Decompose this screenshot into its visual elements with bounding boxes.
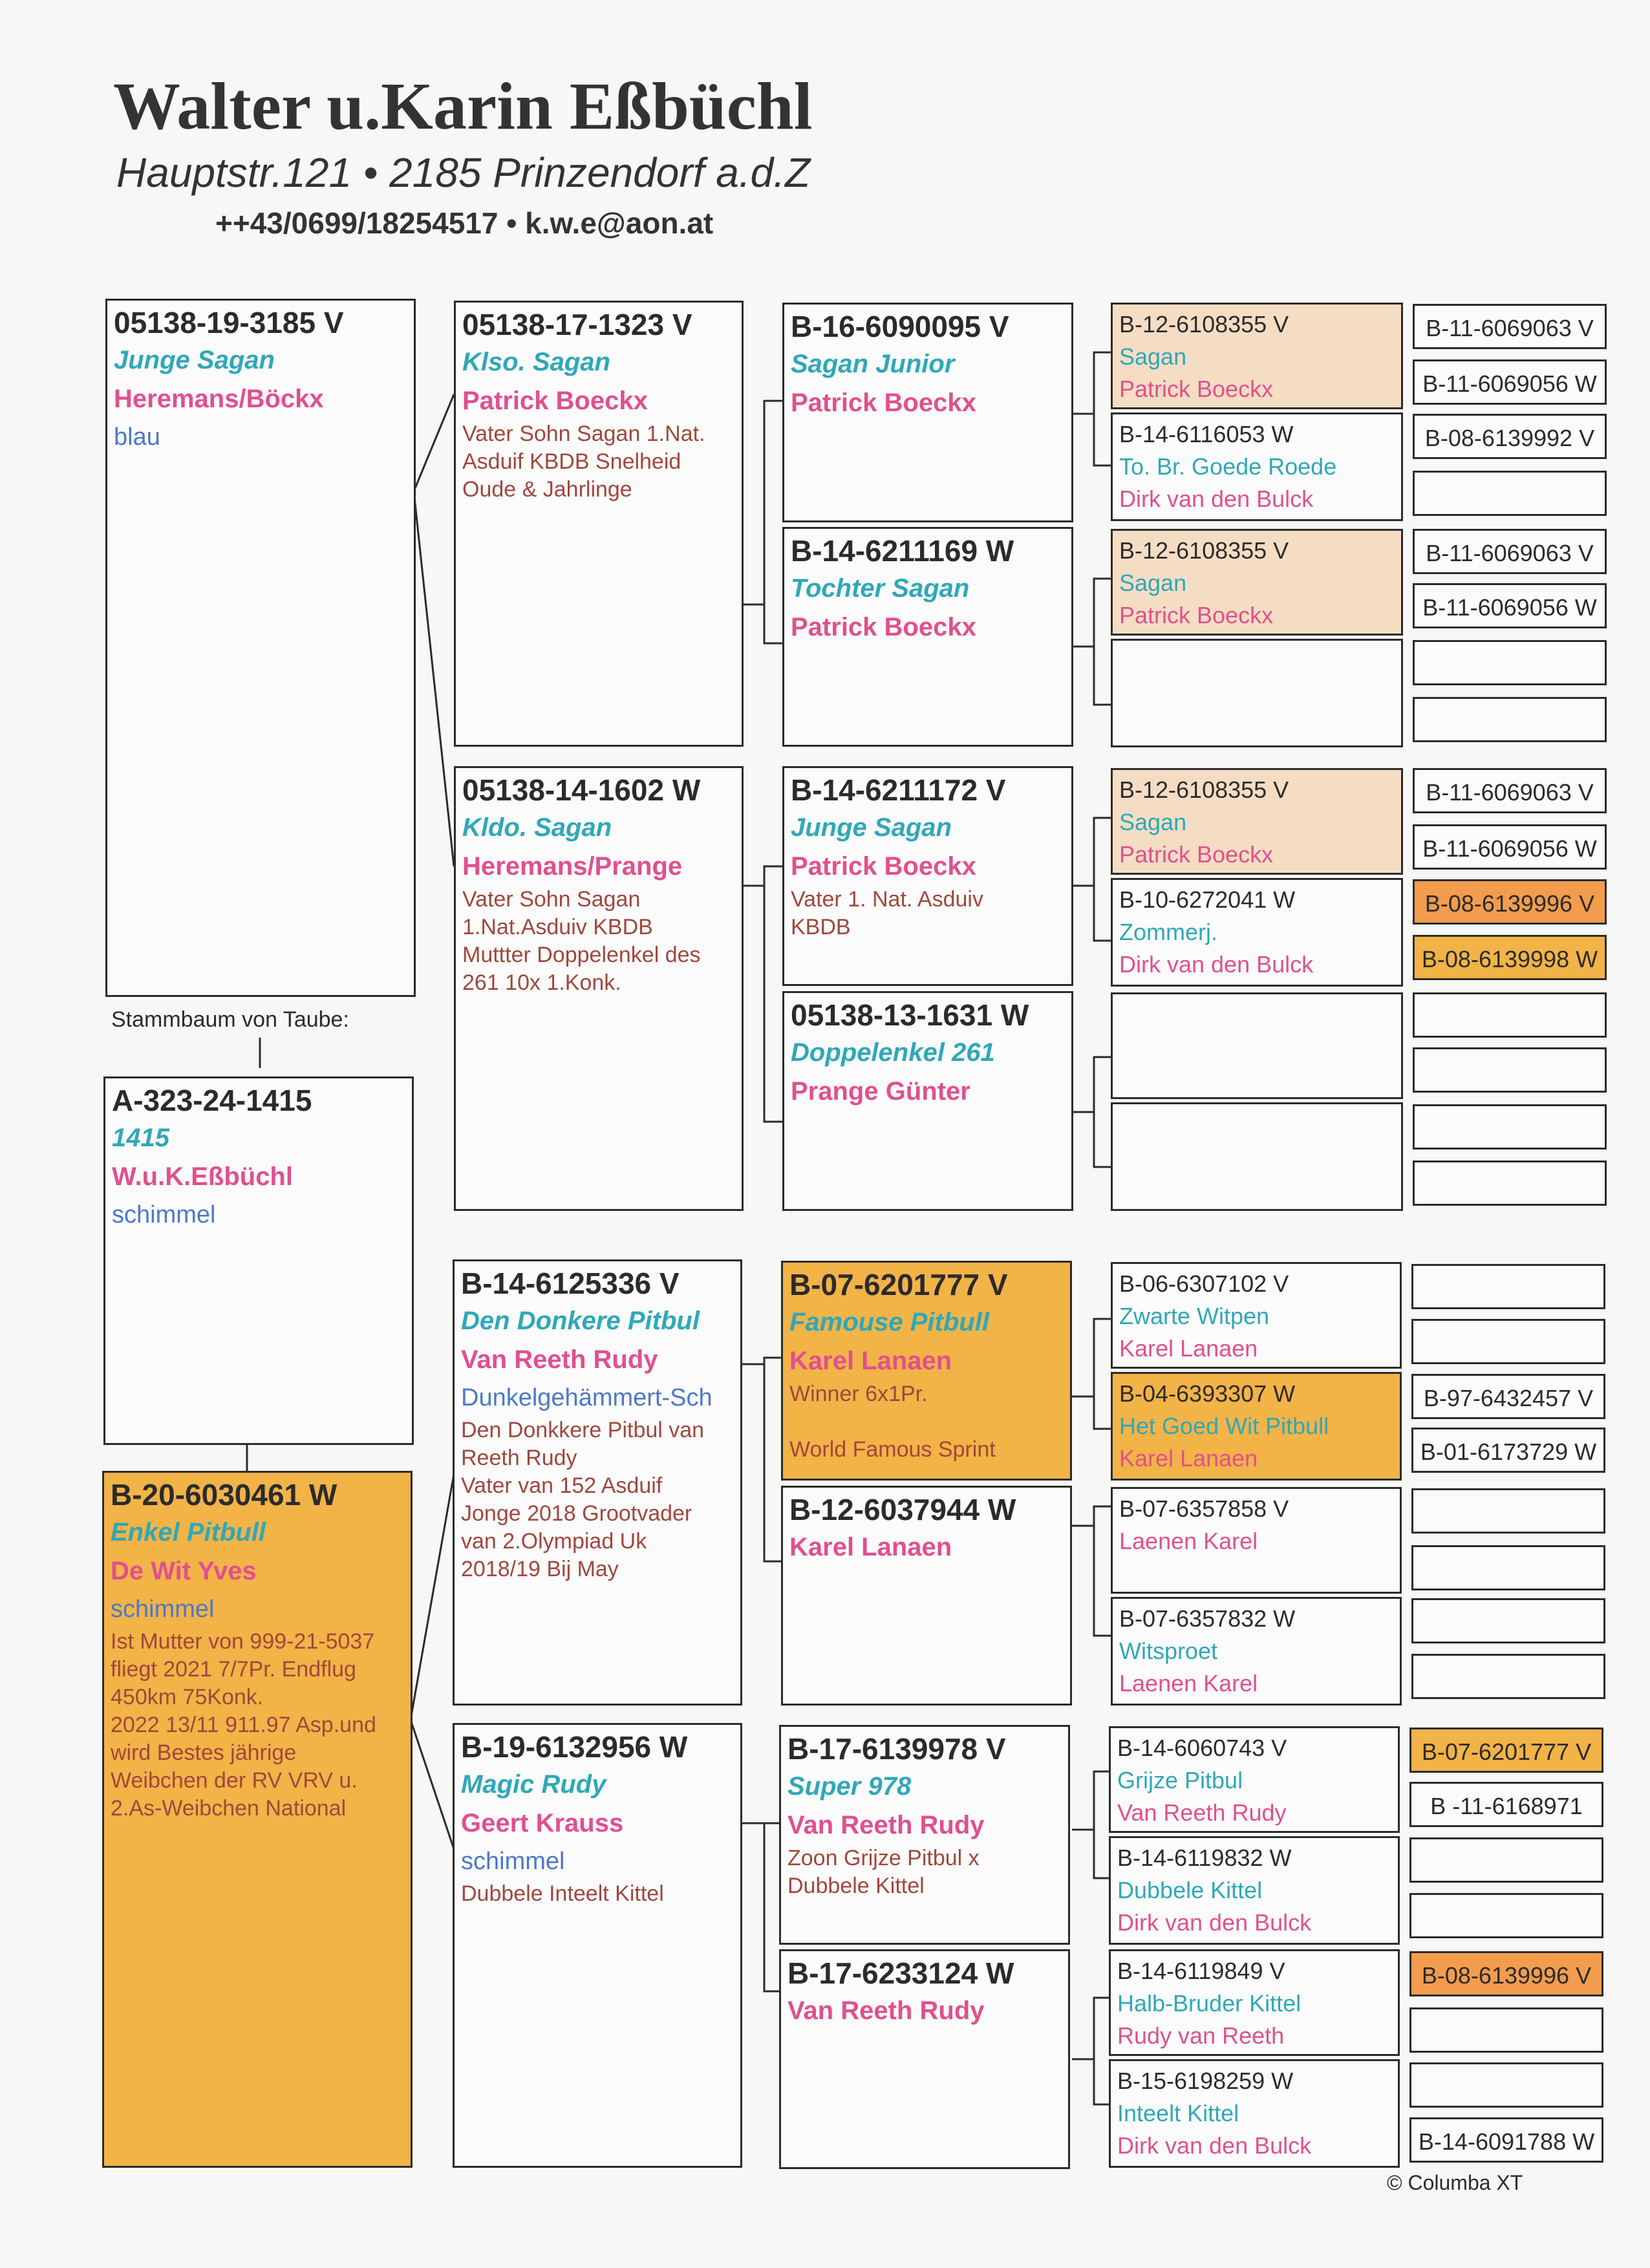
- gen5-cell-8[interactable]: [1413, 697, 1607, 742]
- gen5-cell-20[interactable]: B-01-6173729 W: [1411, 1428, 1605, 1473]
- gen3-card-4[interactable]: [782, 991, 1073, 1211]
- gen3-card-6[interactable]: [781, 1486, 1072, 1706]
- breeder: Patrick Boeckx: [791, 852, 976, 881]
- breeder: Dirk van den Bulck: [1119, 951, 1314, 978]
- breeder: Patrick Boeckx: [791, 613, 976, 641]
- gen5-cell-7[interactable]: [1413, 640, 1607, 685]
- gen4-card-1[interactable]: [1111, 303, 1403, 409]
- ring-number: 05138-17-1323 V: [462, 308, 692, 341]
- gen4-card-4[interactable]: [1111, 639, 1403, 747]
- breeder: Patrick Boeckx: [1119, 602, 1274, 628]
- gen4-card-2[interactable]: [1111, 412, 1403, 521]
- plumage-color: schimmel: [461, 1848, 565, 1875]
- breeder: Van Reeth Rudy: [1117, 1799, 1287, 1826]
- pigeon-note: Den Donkkere Pitbul van Reeth Rudy Vater van 152 Asduif Jonge 2018 Grootvader van 2.Olympiad Uk 2018/19 Bij May: [461, 1418, 705, 1581]
- gen3-card-5[interactable]: [781, 1261, 1072, 1481]
- gen5-cell-9[interactable]: B-11-6069063 V: [1413, 768, 1607, 813]
- ring-number: B-19-6132956 W: [461, 1730, 688, 1764]
- gen5-cell-13[interactable]: [1413, 992, 1607, 1038]
- gen4-card-15[interactable]: [1109, 1949, 1400, 2056]
- ring-number: B-14-6211169 W: [791, 534, 1014, 568]
- breeder: Dirk van den Bulck: [1119, 486, 1314, 512]
- dam-card[interactable]: [102, 1471, 412, 2168]
- breeder: Karel Lanaen: [1119, 1445, 1258, 1471]
- gen5-cell-31[interactable]: [1409, 2062, 1603, 2108]
- gen5-cell-23[interactable]: [1411, 1598, 1605, 1643]
- gen5-cell-29[interactable]: B-08-6139996 V: [1409, 1951, 1603, 1996]
- gen5-cell-14[interactable]: [1413, 1047, 1607, 1093]
- pigeon-name: Tochter Sagan: [791, 574, 970, 603]
- gen5-cell-18[interactable]: [1411, 1319, 1605, 1364]
- ring-number: A-323-24-1415: [112, 1084, 312, 1117]
- pigeon-name: Inteelt Kittel: [1117, 2100, 1239, 2126]
- ring-number: 05138-19-3185 V: [114, 306, 344, 339]
- pigeon-name: Kldo. Sagan: [462, 813, 612, 842]
- ring-number: B-14-6119849 V: [1117, 1958, 1285, 1984]
- gen4-card-9[interactable]: [1111, 1262, 1402, 1369]
- ring-number: B-17-6233124 W: [788, 1956, 1014, 1990]
- breeder: Patrick Boeckx: [1119, 841, 1274, 868]
- breeder: Patrick Boeckx: [791, 389, 976, 417]
- breeder: Geert Krauss: [461, 1809, 624, 1837]
- pigeon-name: Zommerj.: [1119, 919, 1217, 945]
- plumage-color: schimmel: [112, 1201, 216, 1228]
- breeder: Karel Lanaen: [1119, 1335, 1258, 1362]
- breeder: Van Reeth Rudy: [788, 1996, 985, 2025]
- breeder: Dirk van den Bulck: [1117, 2132, 1312, 2159]
- pigeon-name: Witsproet: [1119, 1638, 1218, 1664]
- pigeon-name: 1415: [112, 1124, 169, 1152]
- breeder: Van Reeth Rudy: [461, 1345, 658, 1374]
- plumage-color: blau: [114, 423, 160, 451]
- ring-number: B-14-6211172 V: [791, 773, 1006, 807]
- sire-card[interactable]: [105, 299, 416, 997]
- gen5-cell-32[interactable]: B-14-6091788 W: [1409, 2117, 1603, 2163]
- gen3-card-8[interactable]: [779, 1949, 1070, 2169]
- pigeon-name: Junge Sagan: [791, 813, 952, 842]
- breeder-contact: ++43/0699/18254517 • k.w.e@aon.at: [215, 206, 714, 240]
- ring-number: B-06-6307102 V: [1119, 1270, 1289, 1297]
- plumage-color: schimmel: [111, 1596, 215, 1623]
- ring-number: B-14-6119832 W: [1117, 1845, 1292, 1871]
- breeder: Dirk van den Bulck: [1117, 1909, 1312, 1936]
- gen5-cell-4[interactable]: [1413, 471, 1607, 516]
- pigeon-name: Sagan: [1119, 570, 1187, 596]
- ring-number: B-07-6357858 V: [1119, 1495, 1289, 1522]
- ring-number: B-12-6108355 V: [1119, 776, 1289, 803]
- gen5-cell-21[interactable]: [1411, 1488, 1605, 1534]
- ring-number: B-07-6357832 W: [1119, 1605, 1296, 1632]
- gen5-cell-10[interactable]: B-11-6069056 W: [1413, 824, 1607, 870]
- gen4-card-11[interactable]: [1111, 1487, 1402, 1594]
- gen4-card-8[interactable]: [1111, 1102, 1403, 1211]
- pigeon-name: Grijze Pitbul: [1117, 1767, 1243, 1793]
- pigeon-note: Dubbele Inteelt Kittel: [461, 1881, 664, 1906]
- ring-number: B-12-6108355 V: [1119, 537, 1289, 564]
- gen5-cell-12[interactable]: B-08-6139998 W: [1413, 935, 1607, 980]
- gen5-cell-30[interactable]: [1409, 2007, 1603, 2053]
- pigeon-note: Zoon Grijze Pitbul x Dubbele Kittel: [788, 1846, 980, 1898]
- pigeon-note: Vater Sohn Sagan 1.Nat.Asduiv KBDB Muttter Doppelenkel des 261 10x 1.Konk.: [462, 887, 701, 995]
- pigeon-name: Sagan: [1119, 809, 1187, 835]
- copyright-label: © Columba XT: [1387, 2171, 1523, 2194]
- gen5-cell-3[interactable]: B-08-6139992 V: [1413, 414, 1607, 459]
- pigeon-name: Magic Rudy: [461, 1770, 606, 1799]
- pigeon-note: Winner 6x1Pr. World Famous Sprint: [789, 1382, 996, 1462]
- pigeon-name: Junge Sagan: [114, 346, 275, 374]
- ring-number: B-04-6393307 W: [1119, 1380, 1296, 1407]
- ring-number: B-16-6090095 V: [791, 310, 1009, 343]
- ring-number: B-12-6108355 V: [1119, 311, 1289, 337]
- gen3-card-1[interactable]: [782, 303, 1073, 522]
- pigeon-note: Ist Mutter von 999-21-5037 fliegt 2021 7/7Pr. Endflug 450km 75Konk. 2022 13/11 911.97 Asp.und wird Bestes jährige Weibchen der RV VRV u. 2.As-Weibchen National: [111, 1629, 376, 1821]
- breeder: Laenen Karel: [1119, 1528, 1258, 1554]
- dam-dam-card[interactable]: [453, 1723, 742, 2168]
- gen5-cell-11[interactable]: B-08-6139996 V: [1413, 879, 1607, 925]
- breeder-address: Hauptstr.121 • 2185 Prinzendorf a.d.Z: [116, 149, 811, 196]
- breeder: Heremans/Böckx: [114, 385, 324, 413]
- gen4-card-10[interactable]: [1111, 1372, 1402, 1481]
- gen5-cell-15[interactable]: [1413, 1104, 1607, 1150]
- ring-number: B-20-6030461 W: [111, 1478, 338, 1512]
- ring-number: B-07-6201777 V: [789, 1268, 1008, 1301]
- gen4-card-3[interactable]: [1111, 529, 1403, 636]
- pigeon-name: Super 978: [788, 1772, 912, 1801]
- pigeon-name: Sagan Junior: [791, 350, 955, 378]
- breeder: Patrick Boeckx: [462, 387, 648, 415]
- pigeon-name: Halb-Bruder Kittel: [1117, 1990, 1302, 2017]
- ring-number: B-12-6037944 W: [789, 1493, 1016, 1526]
- breeder: W.u.K.Eßbüchl: [112, 1162, 293, 1191]
- ring-number: 05138-13-1631 W: [791, 998, 1029, 1032]
- breeder: Van Reeth Rudy: [788, 1811, 985, 1839]
- pigeon-name: Sagan: [1119, 343, 1187, 370]
- gen5-cell-22[interactable]: [1411, 1545, 1605, 1590]
- pigeon-name: Dubbele Kittel: [1117, 1877, 1263, 1903]
- pigeon-name: To. Br. Goede Roede: [1119, 453, 1337, 480]
- pigeon-note: Vater 1. Nat. Asduiv KBDB: [791, 887, 983, 939]
- pigeon-name: Enkel Pitbull: [111, 1518, 266, 1546]
- gen4-card-6[interactable]: [1111, 878, 1403, 987]
- breeder: Prange Günter: [791, 1077, 970, 1106]
- gen5-cell-16[interactable]: [1413, 1161, 1607, 1206]
- gen5-cell-25[interactable]: B-07-6201777 V: [1409, 1728, 1603, 1773]
- gen5-cell-2[interactable]: B-11-6069056 W: [1413, 359, 1607, 405]
- gen5-cell-27[interactable]: [1409, 1837, 1603, 1883]
- breeder-name: Walter u.Karin Eßbüchl: [113, 69, 813, 144]
- breeder: Laenen Karel: [1119, 1670, 1258, 1696]
- stammbaum-label: Stammbaum von Taube:: [111, 1007, 349, 1032]
- gen3-card-3[interactable]: [782, 766, 1073, 986]
- ring-number: 05138-14-1602 W: [462, 773, 701, 807]
- gen3-card-7[interactable]: [779, 1725, 1070, 1945]
- pigeon-note: Vater Sohn Sagan 1.Nat. Asduif KBDB Snelheid Oude & Jahrlinge: [462, 422, 705, 502]
- ring-number: B-10-6272041 W: [1119, 886, 1296, 913]
- ring-number: B-15-6198259 W: [1117, 2068, 1294, 2094]
- pigeon-name: Zwarte Witpen: [1119, 1303, 1270, 1329]
- gen5-cell-17[interactable]: [1411, 1264, 1605, 1309]
- gen4-card-7[interactable]: [1111, 992, 1403, 1099]
- ring-number: B-14-6060743 V: [1117, 1735, 1287, 1761]
- dam-sire-card[interactable]: [453, 1259, 742, 1706]
- breeder: Patrick Boeckx: [1119, 376, 1274, 402]
- gen5-cell-5[interactable]: B-11-6069063 V: [1413, 529, 1607, 574]
- sire-sire-card[interactable]: [454, 301, 744, 747]
- gen4-card-13[interactable]: [1109, 1726, 1400, 1833]
- gen5-cell-26[interactable]: B -11-6168971: [1409, 1782, 1603, 1827]
- gen5-cell-6[interactable]: B-11-6069056 W: [1413, 583, 1607, 628]
- ring-number: B-17-6139978 V: [788, 1732, 1006, 1766]
- pigeon-name: Doppelenkel 261: [791, 1038, 995, 1067]
- pigeon-name: Klso. Sagan: [462, 348, 610, 376]
- subject-card[interactable]: [103, 1076, 414, 1445]
- breeder: Rudy van Reeth: [1117, 2022, 1285, 2049]
- gen5-cell-19[interactable]: B-97-6432457 V: [1411, 1374, 1605, 1419]
- sire-dam-card[interactable]: [454, 766, 744, 1211]
- pigeon-name: Het Goed Wit Pitbull: [1119, 1413, 1329, 1439]
- breeder: Karel Lanaen: [789, 1347, 952, 1375]
- gen5-cell-24[interactable]: [1411, 1654, 1605, 1699]
- pigeon-name: Den Donkere Pitbul: [461, 1307, 700, 1335]
- gen3-card-2[interactable]: [782, 527, 1073, 747]
- gen4-card-5[interactable]: [1111, 768, 1403, 875]
- gen5-cell-1[interactable]: B-11-6069063 V: [1413, 304, 1607, 349]
- plumage-color: Dunkelgehämmert-Sch: [461, 1384, 712, 1411]
- breeder: Heremans/Prange: [462, 852, 683, 881]
- ring-number: B-14-6116053 W: [1119, 421, 1294, 447]
- gen4-card-14[interactable]: [1109, 1836, 1400, 1945]
- pigeon-name: Famouse Pitbull: [789, 1308, 989, 1336]
- breeder: De Wit Yves: [111, 1557, 257, 1585]
- gen5-cell-28[interactable]: [1409, 1893, 1603, 1938]
- ring-number: B-14-6125336 V: [461, 1267, 680, 1300]
- breeder: Karel Lanaen: [789, 1533, 952, 1561]
- gen4-card-16[interactable]: [1109, 2059, 1400, 2168]
- gen4-card-12[interactable]: [1111, 1597, 1402, 1706]
